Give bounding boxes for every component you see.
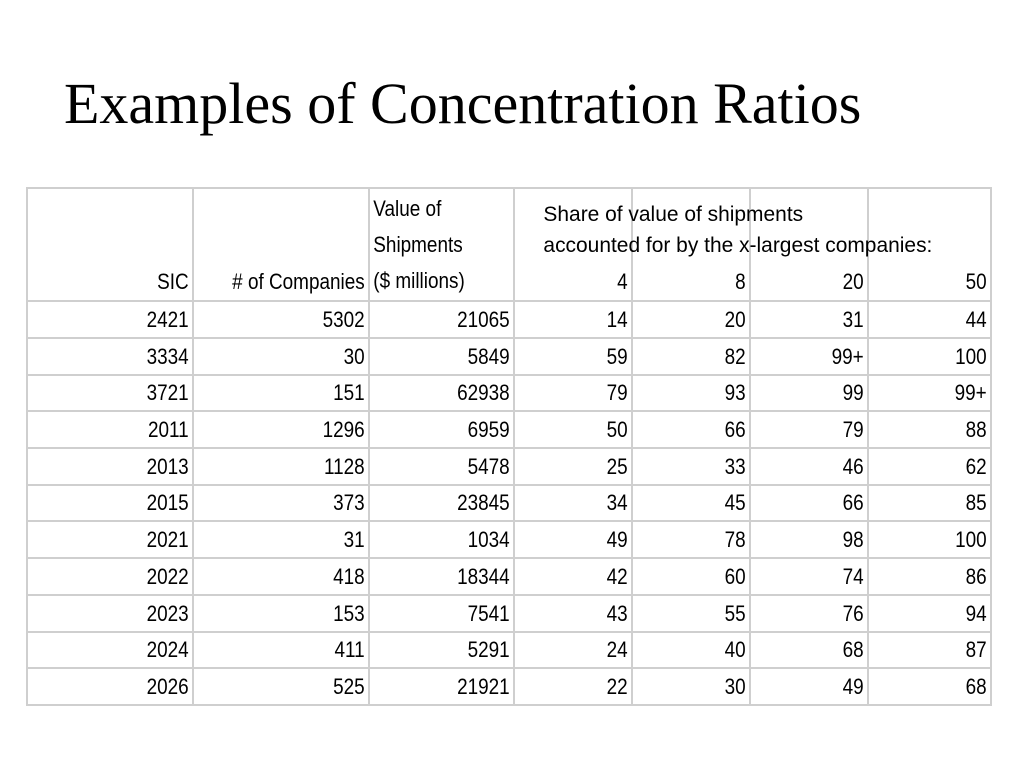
cell-top-4-share: 79 [531,375,632,412]
cell-sic: 2013 [50,448,193,485]
cell-value-of-shipments: 5478 [389,448,514,485]
cell-top-8-share: 45 [649,485,750,522]
cell-top-4-share: 59 [531,338,632,375]
cell-sic: 2024 [50,632,193,669]
cell-top-50-share: 85 [885,485,991,522]
table-row [27,448,991,485]
cell-top-4-share: 43 [531,595,632,632]
cell-top-20-share: 79 [767,411,868,448]
cell-value-of-shipments: 62938 [389,375,514,412]
cell-sic: 3721 [50,375,193,412]
header-value-of-shipments [369,188,494,301]
cell-top-8-share: 60 [649,558,750,595]
table-row [27,558,991,595]
cell-top-20-share: 98 [767,521,868,558]
cell-top-50-share: 94 [885,595,991,632]
header-top-50: 50 [885,188,991,301]
cell-top-50-share: 100 [885,521,991,558]
cell-top-4-share: 24 [531,632,632,669]
cell-top-20-share: 74 [767,558,868,595]
table-row [27,411,991,448]
cell-top-50-share: 100 [885,338,991,375]
cell-sic: 2421 [50,301,193,338]
cell-top-8-share: 78 [649,521,750,558]
header-value-line-3: ($ millions) [373,268,465,294]
cell-top-20-share: 49 [767,668,868,705]
cell-value-of-shipments: 18344 [389,558,514,595]
cell-top-20-share: 68 [767,632,868,669]
cell-companies: 151 [218,375,369,412]
cell-top-20-share: 99+ [767,338,868,375]
cell-top-20-share: 76 [767,595,868,632]
cell-companies: 1128 [218,448,369,485]
header-value-line-1: Value of [373,196,442,222]
cell-value-of-shipments: 23845 [389,485,514,522]
cell-top-4-share: 34 [531,485,632,522]
cell-value-of-shipments: 7541 [389,595,514,632]
cell-top-4-share: 25 [531,448,632,485]
table-row [27,521,991,558]
table-row [27,301,991,338]
table-row [27,668,991,705]
cell-companies: 411 [218,632,369,669]
table-row [27,485,991,522]
concentration-ratio-table [26,187,992,706]
cell-sic: 2023 [50,595,193,632]
table-row [27,338,991,375]
cell-top-8-share: 20 [649,301,750,338]
cell-sic: 2026 [50,668,193,705]
slide-title: Examples of Concentration Ratios [64,71,862,136]
cell-companies: 153 [218,595,369,632]
cell-top-20-share: 99 [767,375,868,412]
header-sic: SIC [50,188,193,301]
header-top-4-label: 4 [617,269,628,295]
cell-top-4-share: 22 [531,668,632,705]
cell-value-of-shipments: 6959 [389,411,514,448]
cell-top-8-share: 66 [649,411,750,448]
cell-top-50-share: 99+ [885,375,991,412]
cell-top-50-share: 86 [885,558,991,595]
cell-value-of-shipments: 21065 [389,301,514,338]
cell-top-50-share: 62 [885,448,991,485]
header-top-20: 20 [767,188,868,301]
cell-top-4-share: 42 [531,558,632,595]
cell-top-8-share: 33 [649,448,750,485]
table-row [27,375,991,412]
cell-top-20-share: 46 [767,448,868,485]
cell-companies: 5302 [218,301,369,338]
cell-value-of-shipments: 5291 [389,632,514,669]
header-value-line-2: Shipments [373,232,463,258]
cell-companies: 525 [218,668,369,705]
cell-top-8-share: 82 [649,338,750,375]
cell-top-8-share: 55 [649,595,750,632]
cell-companies: 30 [218,338,369,375]
cell-companies: 418 [218,558,369,595]
cell-top-50-share: 88 [885,411,991,448]
cell-sic: 3334 [50,338,193,375]
cell-top-4-share: 14 [531,301,632,338]
cell-sic: 2015 [50,485,193,522]
table-row [27,632,991,669]
header-share-line-1: Share of value of shipments [543,203,804,226]
cell-companies: 31 [218,521,369,558]
header-share-line-2: accounted for by the x-largest companies: [543,234,933,257]
cell-top-50-share: 87 [885,632,991,669]
header-companies: # of Companies [218,188,369,301]
cell-value-of-shipments: 5849 [389,338,514,375]
cell-top-8-share: 30 [649,668,750,705]
table-header-row [27,188,991,301]
cell-sic: 2011 [50,411,193,448]
cell-top-50-share: 44 [885,301,991,338]
cell-top-8-share: 93 [649,375,750,412]
cell-companies: 373 [218,485,369,522]
cell-sic: 2022 [50,558,193,595]
cell-top-8-share: 40 [649,632,750,669]
cell-value-of-shipments: 21921 [389,668,514,705]
cell-value-of-shipments: 1034 [389,521,514,558]
table-row [27,595,991,632]
cell-top-20-share: 31 [767,301,868,338]
cell-top-50-share: 68 [885,668,991,705]
header-top-8: 8 [649,188,750,301]
cell-sic: 2021 [50,521,193,558]
cell-top-20-share: 66 [767,485,868,522]
cell-top-4-share: 50 [531,411,632,448]
cell-top-4-share: 49 [531,521,632,558]
cell-companies: 1296 [218,411,369,448]
